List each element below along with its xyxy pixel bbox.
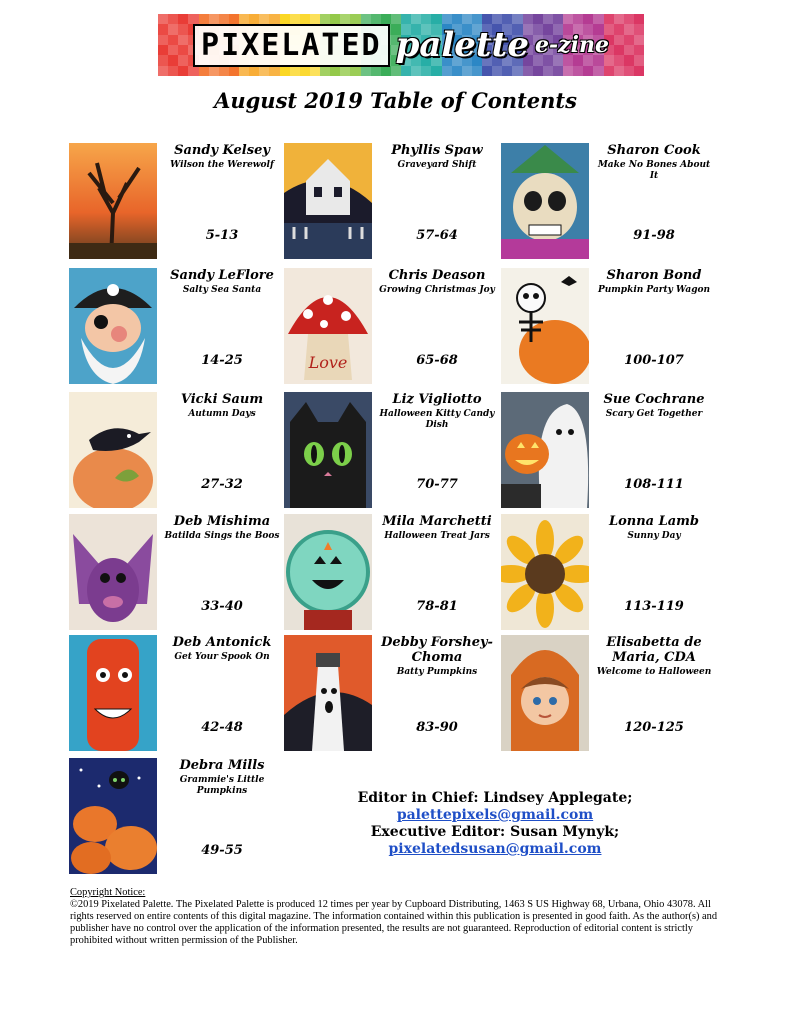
page-range: 49-55: [201, 843, 243, 858]
toc-entry[interactable]: [284, 392, 499, 510]
page-range: 33-40: [201, 599, 243, 614]
author-name: Deb Mishima: [173, 514, 271, 529]
toc-entry[interactable]: [284, 268, 499, 386]
page-range: 5-13: [205, 228, 239, 243]
article-title: Make No Bones About It: [597, 160, 711, 181]
author-name: Sandy Kelsey: [174, 143, 270, 158]
editor-in-chief-label: Editor in Chief: Lindsey Applegate;: [357, 790, 633, 806]
page-range: 65-68: [416, 353, 458, 368]
author-name: Chris Deason: [388, 268, 486, 283]
article-title: Welcome to Halloween: [596, 667, 712, 677]
logo-wordmark: [158, 14, 644, 76]
logo-word-palette: palette: [395, 25, 529, 65]
article-thumbnail-sunflower[interactable]: [501, 514, 589, 630]
article-title: Sunny Day: [627, 531, 681, 541]
page-title: August 2019 Table of Contents: [214, 88, 577, 113]
article-title: Batilda Sings the Boos: [164, 531, 280, 541]
toc-entry[interactable]: [284, 143, 499, 261]
article-thumbnail-crow-pumpkin[interactable]: [69, 392, 157, 508]
page-range: 91-98: [633, 228, 675, 243]
page-range: 120-125: [624, 720, 684, 735]
article-thumbnail-spook-face[interactable]: [69, 635, 157, 751]
copyright-notice: [70, 887, 726, 947]
author-name: Liz Vigliotto: [392, 392, 482, 407]
article-title: Graveyard Shift: [397, 160, 477, 170]
article-title: Batty Pumpkins: [396, 667, 478, 677]
article-title: Scary Get Together: [605, 409, 703, 419]
article-title: Grammie's Little Pumpkins: [179, 775, 265, 796]
toc-entry[interactable]: [501, 268, 716, 386]
article-title: Get Your Spook On: [174, 652, 270, 662]
copyright-title: Copyright Notice:: [70, 887, 146, 898]
toc-entry[interactable]: [284, 514, 499, 632]
article-thumbnail-ghost-jackolantern[interactable]: [501, 392, 589, 508]
article-thumbnail-mushroom-love[interactable]: [284, 268, 372, 384]
article-thumbnail-pumpkins-cat[interactable]: [69, 758, 157, 874]
toc-entry[interactable]: [69, 268, 284, 386]
page-range: 108-111: [624, 477, 684, 492]
copyright-body: ©2019 Pixelated Palette. The Pixelated Palette is produced 12 times per year by Cupboard Distributing, 1463 S US Highway 68, Urbana, Ohio 43078. All rights reserved on entire contents of this digital magazine. The information contained within this publication is presented in good faith. As the author(s) and publisher have no control over the application of the information presented, the results are not guaranteed. Reproduction of editorial content is strictly prohibited without written permission of the Publisher.: [70, 899, 718, 946]
author-name: Sandy LeFlore: [170, 268, 274, 283]
article-title: Halloween Kitty Candy Dish: [379, 409, 495, 430]
article-title: Pumpkin Party Wagon: [597, 285, 711, 295]
page-range: 42-48: [201, 720, 243, 735]
page-range: 14-25: [201, 353, 243, 368]
page-range: 57-64: [416, 228, 458, 243]
page-range: 27-32: [201, 477, 243, 492]
logo-word-ezine: e-zine: [534, 32, 609, 58]
toc-entry[interactable]: [69, 143, 284, 261]
toc-entry[interactable]: [501, 143, 716, 261]
page-range: 70-77: [416, 477, 458, 492]
logo-word-pixelated: PIXELATED: [193, 24, 390, 67]
author-name: Lonna Lamb: [608, 514, 700, 529]
article-thumbnail-ghost-lighthouse[interactable]: [284, 635, 372, 751]
article-thumbnail-pumpkin-wagon[interactable]: [501, 268, 589, 384]
toc-entry[interactable]: [284, 635, 499, 753]
article-thumbnail-graveyard-house[interactable]: [284, 143, 372, 259]
toc-entry[interactable]: [501, 392, 716, 510]
toc-entry[interactable]: [69, 635, 284, 753]
toc-entry[interactable]: [69, 758, 284, 876]
article-title: Autumn Days: [188, 409, 256, 419]
author-name: Sharon Cook: [607, 143, 701, 158]
toc-entry[interactable]: [69, 514, 284, 632]
executive-editor-email-link[interactable]: pixelatedsusan@gmail.com: [388, 841, 602, 857]
article-thumbnail-sea-santa[interactable]: [69, 268, 157, 384]
article-thumbnail-treat-jar[interactable]: [284, 514, 372, 630]
author-name: Phyllis Spaw: [391, 143, 483, 158]
page-range: 83-90: [416, 720, 458, 735]
article-thumbnail-skeleton-scarecrow[interactable]: [501, 143, 589, 259]
toc-entry[interactable]: [501, 514, 716, 632]
author-name: Sharon Bond: [606, 268, 702, 283]
svg-text:Love: Love: [308, 353, 348, 372]
page-range: 78-81: [416, 599, 458, 614]
author-name: Debra Mills: [179, 758, 265, 773]
toc-entry[interactable]: [69, 392, 284, 510]
article-title: Growing Christmas Joy: [379, 285, 495, 295]
article-thumbnail-black-kitty[interactable]: [284, 392, 372, 508]
article-title: Wilson the Werewolf: [170, 160, 274, 170]
editor-credits: [340, 790, 650, 858]
author-name: Mila Marchetti: [382, 514, 492, 529]
article-title: Halloween Treat Jars: [384, 531, 490, 541]
page-range: 100-107: [624, 353, 684, 368]
author-name: Deb Antonick: [172, 635, 272, 650]
author-name: Sue Cochrane: [603, 392, 705, 407]
page-range: 113-119: [624, 599, 684, 614]
magazine-logo: [158, 14, 644, 76]
executive-editor-label: Executive Editor: Susan Mynyk;: [370, 824, 620, 840]
article-thumbnail-child-costume[interactable]: [501, 635, 589, 751]
author-name: Elisabetta de Maria, CDA: [606, 635, 702, 665]
article-thumbnail-bat[interactable]: [69, 514, 157, 630]
article-thumbnail-werewolf-tree[interactable]: [69, 143, 157, 259]
toc-entry[interactable]: [501, 635, 716, 753]
author-name: Vicki Saum: [180, 392, 264, 407]
editor-in-chief-email-link[interactable]: palettepixels@gmail.com: [396, 807, 594, 823]
author-name: Debby Forshey-Choma: [381, 635, 493, 665]
article-title: Salty Sea Santa: [182, 285, 262, 295]
